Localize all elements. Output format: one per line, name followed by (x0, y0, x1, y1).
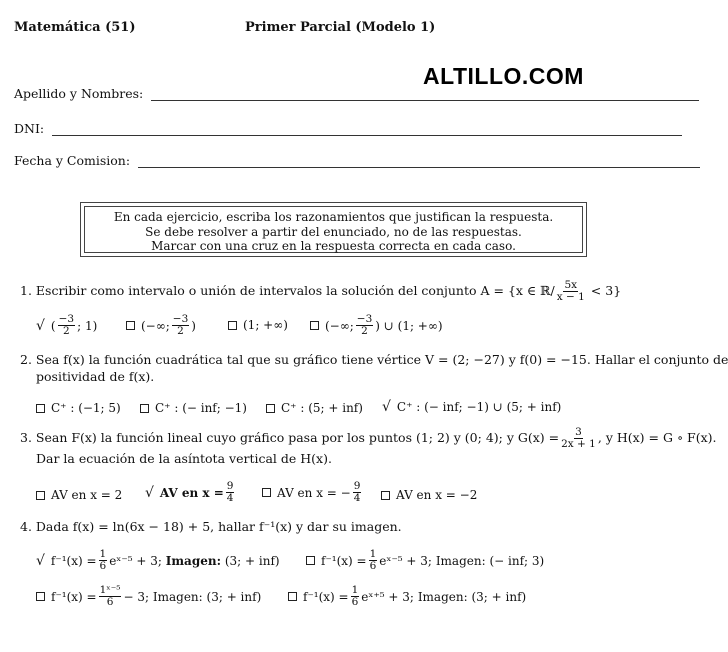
instructions-box (80, 202, 587, 257)
instruction-line-2: Se debe resolver a partir del enunciado, no de las respuestas. (145, 224, 522, 239)
q2-option-2[interactable]: C⁺ : (− inf; −1) (140, 401, 247, 415)
q1-option-2[interactable]: (−∞; $\frac{-3}{2}$ ) (126, 314, 196, 337)
q1-text: 1. Escribir como intervalo o unión de intervalos la solución del conjunto A = {x ∈ ℝ/ (20, 283, 555, 298)
q2-option-1[interactable]: C⁺ : (−1; 5) (36, 401, 121, 415)
q1-fraction: $\frac{5x}{x - 1}$ (556, 279, 585, 303)
checkbox-icon[interactable] (306, 556, 315, 565)
dni-line[interactable] (52, 134, 682, 136)
q3-option-1[interactable]: AV en x = 2 (36, 488, 122, 502)
q3-fraction: $\frac{3}{2x + 1}$ (561, 426, 596, 450)
q2-line-2: positividad de f(x). (36, 369, 155, 384)
q1-option-1[interactable]: √ ( $\frac{-3}{2}$ ; 1) (36, 313, 98, 337)
q4-option-2[interactable]: f⁻¹(x) = $\frac{1}{6}$ eˣ⁻⁵ + 3; Imagen: (− inf; 3) (306, 549, 544, 572)
q3-line-2: Dar la ecuación de la asíntota vertical de H(x). (36, 451, 332, 466)
q1-option-3[interactable]: (1; +∞) (228, 318, 288, 332)
instruction-line-3: Marcar con una cruz en la respuesta correcta en cada caso. (151, 239, 516, 253)
q3-option-4[interactable]: AV en x = −2 (381, 488, 477, 502)
subject-title: Matemática (51) (14, 20, 136, 35)
checkbox-icon[interactable] (36, 404, 45, 413)
checkbox-icon[interactable] (381, 491, 390, 500)
checkbox-icon[interactable] (266, 404, 275, 413)
q3-option-2[interactable]: √ AV en x = $\frac{9}{4}$ (145, 480, 234, 504)
question-4: 4. Dada f(x) = ln(6x − 18) + 5, hallar f⁻¹(x) y dar su imagen. (20, 519, 402, 534)
q2-option-4[interactable]: √ C⁺ : (− inf; −1) ∪ (5; + inf) (382, 399, 562, 415)
checkmark-icon: √ (36, 552, 45, 569)
q4-option-3[interactable]: f⁻¹(x) = $\frac{\text{1ˣ⁻⁵}}{6}$ − 3; Imagen: (3; + inf) (36, 585, 261, 608)
exam-title: Primer Parcial (Modelo 1) (245, 20, 436, 35)
q4-option-4[interactable]: f⁻¹(x) = $\frac{1}{6}$ eˣ⁺⁵ + 3; Imagen: (3; + inf) (288, 585, 526, 608)
checkbox-icon[interactable] (288, 592, 297, 601)
checkbox-icon[interactable] (262, 488, 271, 497)
name-field[interactable] (14, 86, 699, 101)
question-2 (20, 351, 728, 385)
name-label: Apellido y Nombres: (14, 86, 144, 101)
checkbox-icon[interactable] (126, 321, 135, 330)
q3-option-3[interactable]: AV en x = − $\frac{9}{4}$ (262, 481, 363, 504)
q4-option-1[interactable]: √ f⁻¹(x) = $\frac{1}{6}$ eˣ⁻⁵ + 3; Imagen: (3; + inf) (36, 548, 280, 572)
instruction-line-1: En cada ejercicio, escriba los razonamientos que justifican la respuesta. (113, 210, 554, 224)
date-field[interactable] (14, 153, 700, 168)
name-line[interactable] (151, 99, 699, 101)
checkbox-icon[interactable] (140, 404, 149, 413)
watermark-logo: ALTILLO.COM (423, 63, 584, 89)
q1-text-end: < 3} (586, 283, 622, 298)
question-3 (20, 426, 717, 467)
checkbox-icon[interactable] (36, 592, 45, 601)
q3-text-b: , y H(x) = G ∘ F(x). (597, 430, 717, 445)
checkmark-icon: √ (36, 317, 45, 334)
date-label: Fecha y Comision: (14, 153, 131, 168)
q3-text-a: 3. Sean F(x) la función lineal cuyo gráfico pasa por los puntos (1; 2) y (0; 4); y G(x) = (20, 430, 560, 445)
q1-option-4[interactable]: (−∞; $\frac{-3}{2}$ ) ∪ (1; +∞) (310, 314, 443, 337)
dni-label: DNI: (14, 121, 45, 136)
question-1 (20, 280, 621, 303)
checkbox-icon[interactable] (36, 491, 45, 500)
q2-line-1: 2. Sea f(x) la función cuadrática tal que su gráfico tiene vértice V = (2; −27) y f(0) = −15. Hallar el conjunto de (20, 352, 728, 367)
q2-option-3[interactable]: C⁺ : (5; + inf) (266, 401, 363, 415)
date-line[interactable] (138, 166, 700, 168)
checkmark-icon: √ (145, 484, 154, 501)
checkbox-icon[interactable] (310, 321, 319, 330)
dni-field[interactable] (14, 121, 682, 136)
checkmark-icon: √ (382, 399, 391, 415)
checkbox-icon[interactable] (228, 321, 237, 330)
